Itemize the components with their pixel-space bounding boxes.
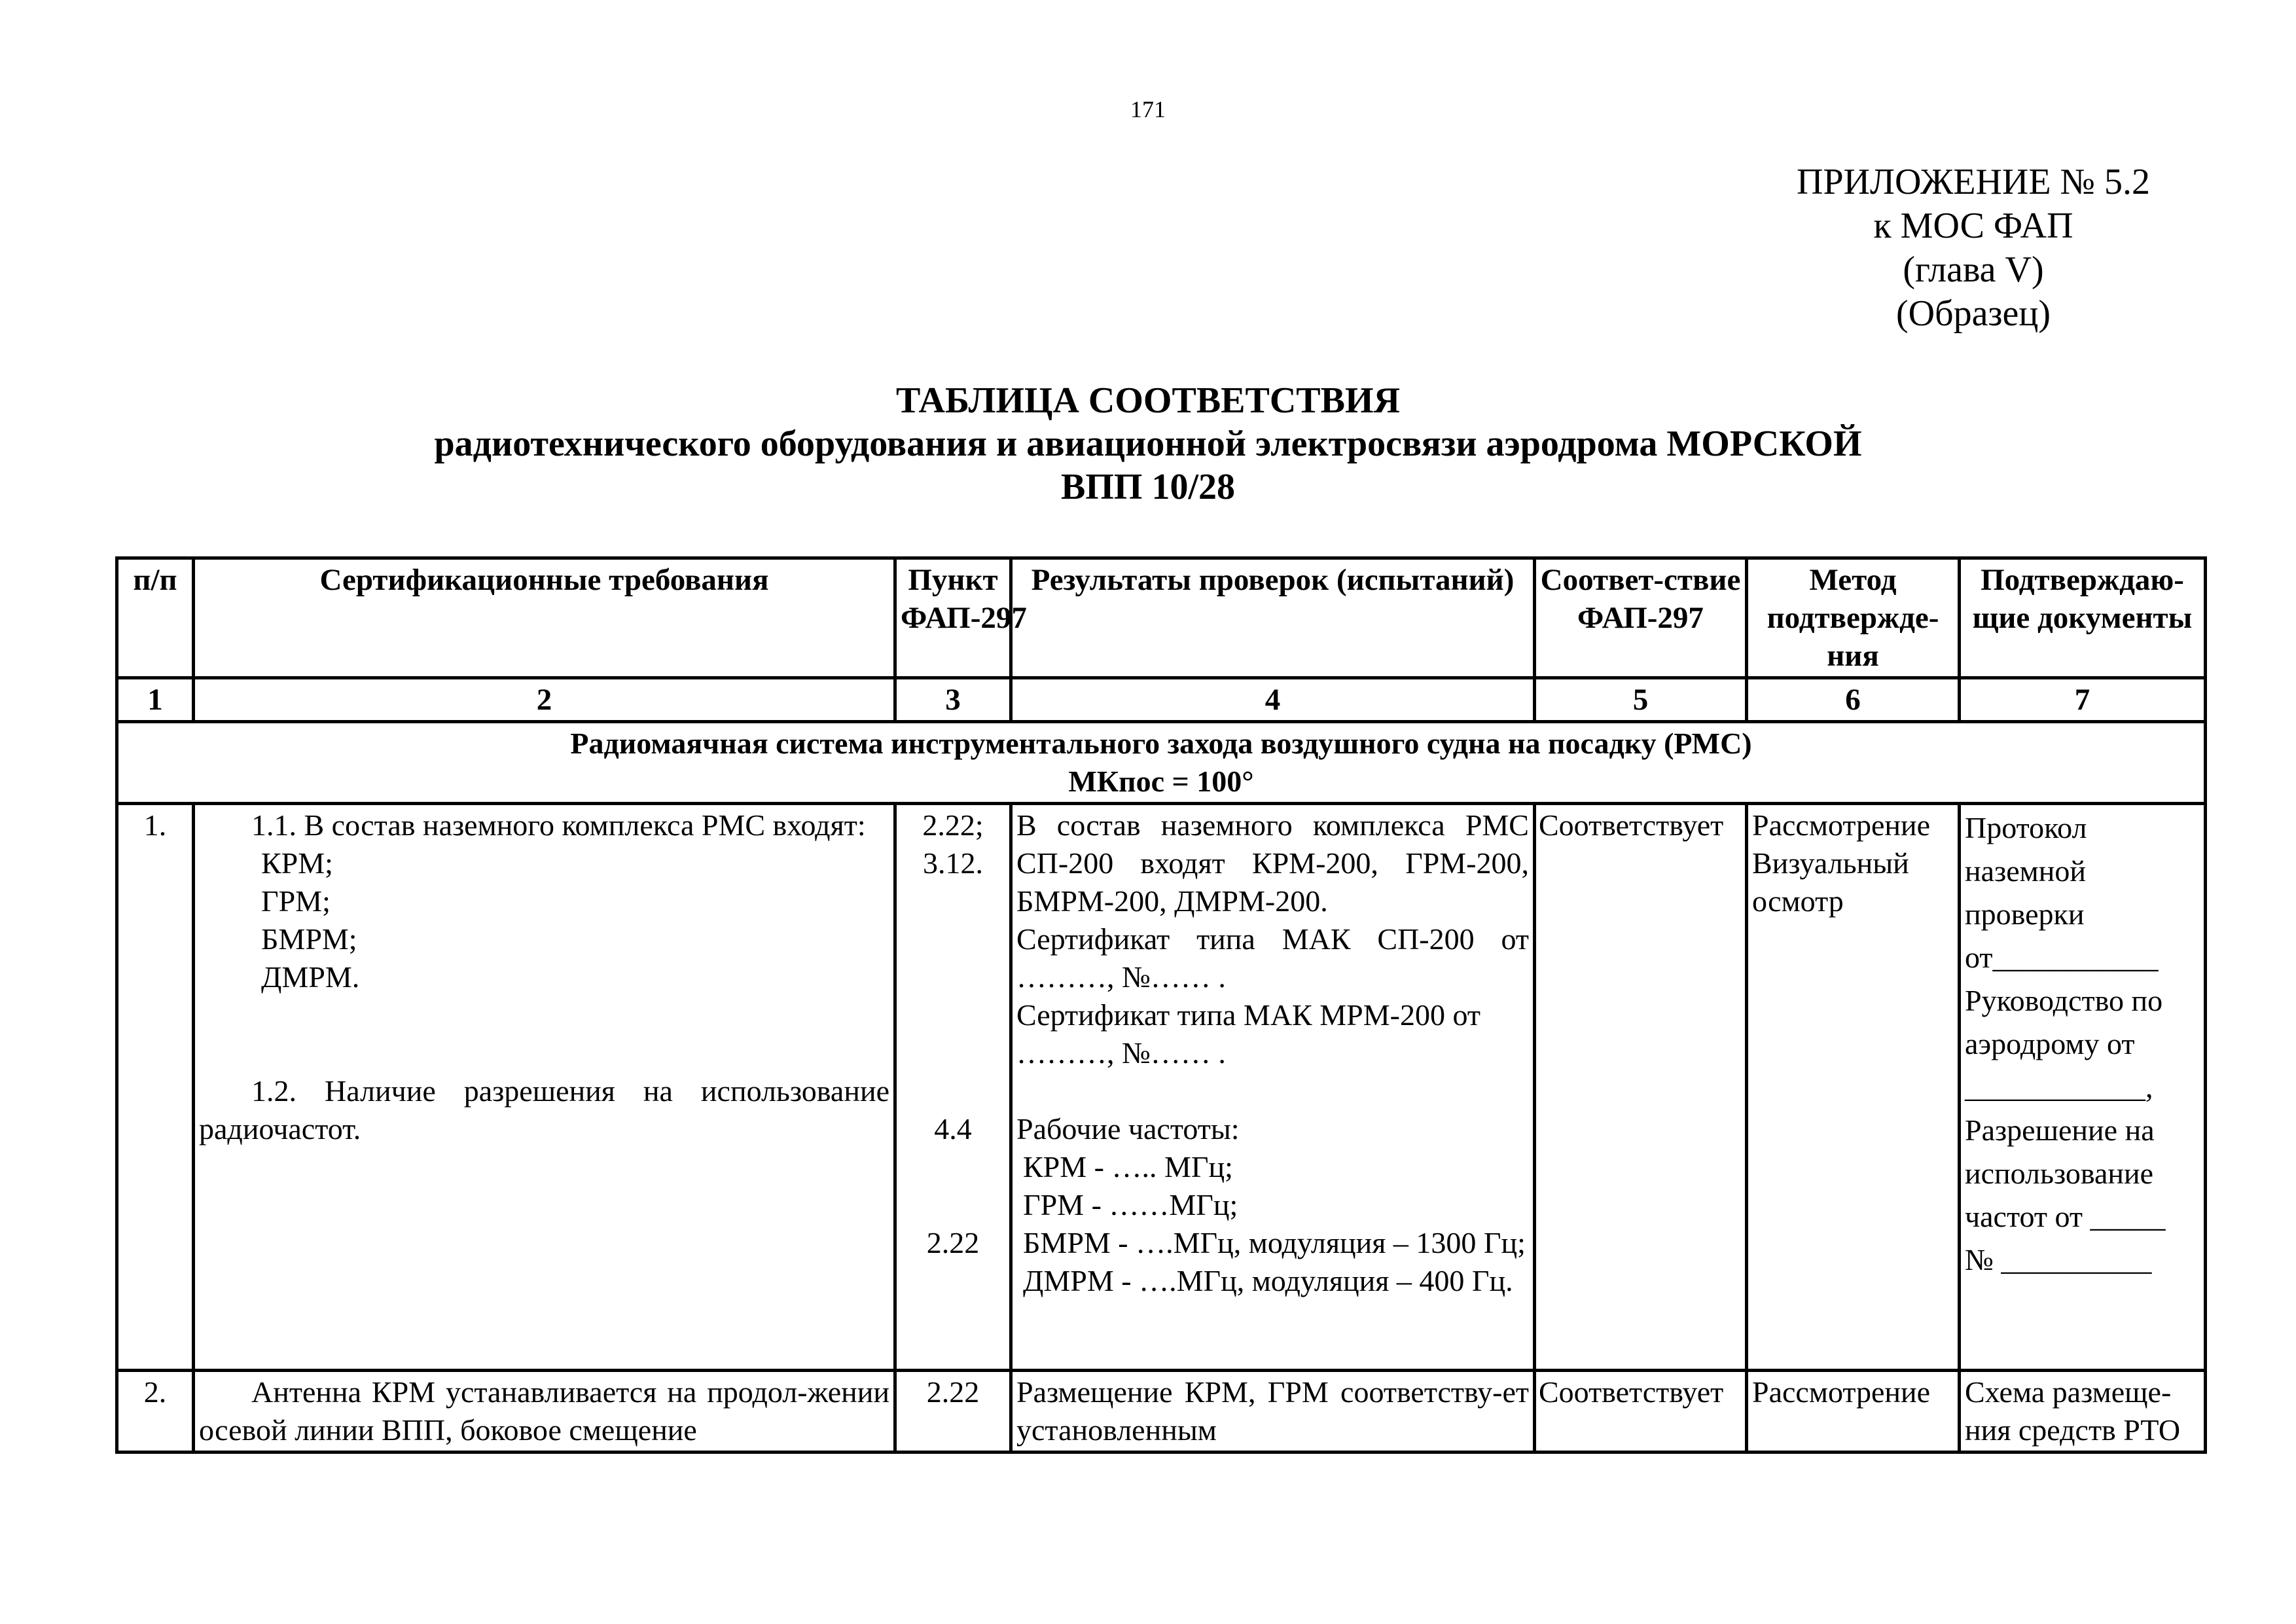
header-row <box>117 558 2206 678</box>
requirement-item: КРМ; <box>261 846 333 880</box>
point-ref: 3.12. <box>923 846 983 880</box>
appendix-line-2: к МОС ФАП <box>1873 206 2073 246</box>
column-number: 7 <box>1960 678 2206 722</box>
appendix-label <box>1597 160 2296 336</box>
result-frequency: КРМ - ….. МГц; <box>1023 1150 1233 1183</box>
header-compliance: Соответ-ствие ФАП-297 <box>1535 558 1747 678</box>
document-title: ТАБЛИЦА СООТВЕТСТВИЯ <box>895 380 1401 421</box>
point-cell: 2.22 <box>895 1371 1011 1453</box>
method: Рассмотрение <box>1752 808 1931 842</box>
result-certificate-sp200: Сертификат типа МАК СП-200 от ………, №…… . <box>1016 922 1529 994</box>
column-number: 4 <box>1011 678 1535 722</box>
result-frequency: ДМРМ - ….МГц, модуляция – 400 Гц. <box>1023 1264 1513 1297</box>
point-ref: 2.22; <box>922 808 984 842</box>
result-composition: В состав наземного комплекса РМС СП-200 входят КРМ-200, ГРМ-200, БМРМ-200, ДМРМ-200. <box>1016 808 1529 918</box>
requirement-item: ДМРМ. <box>261 960 360 994</box>
column-number: 6 <box>1747 678 1960 722</box>
appendix-line-4: (Образец) <box>1895 293 2051 334</box>
page-number: 171 <box>1130 96 1166 122</box>
header-documents: Подтверждаю-щие документы <box>1960 558 2206 678</box>
appendix-line-3: (глава V) <box>1903 249 2044 290</box>
method-cell: Рассмотрение <box>1747 1371 1960 1453</box>
method: Визуальный осмотр <box>1752 846 1909 918</box>
requirement-1-2: 1.2. Наличие разрешения на использование радиочастот. <box>199 1074 889 1146</box>
result-frequency: БМРМ - ….МГц, модуляция – 1300 Гц; <box>1023 1226 1526 1259</box>
compliance-cell: Соответствует <box>1535 804 1747 1371</box>
result-frequency: ГРМ - ……МГц; <box>1023 1188 1238 1221</box>
header-requirements: Сертификационные требования <box>194 558 895 678</box>
column-number: 3 <box>895 678 1011 722</box>
point-ref: 2.22 <box>926 1226 980 1259</box>
column-number: 5 <box>1535 678 1747 722</box>
header-point: Пункт ФАП-297 <box>895 558 1011 678</box>
column-number-row <box>117 678 2206 722</box>
compliance-table <box>115 556 2207 1454</box>
appendix-line-1: ПРИЛОЖЕНИЕ № 5.2 <box>1797 162 2150 202</box>
section-course: МКпос = 100° <box>1068 765 1254 798</box>
row-number: 2. <box>117 1371 194 1453</box>
header-num: п/п <box>117 558 194 678</box>
row-number: 1. <box>117 804 194 1371</box>
results-cell <box>1011 804 1535 1371</box>
documents-cell <box>1960 804 2206 1371</box>
point-cell <box>895 804 1011 1371</box>
column-number: 1 <box>117 678 194 722</box>
header-method: Метод подтвержде-ния <box>1747 558 1960 678</box>
document-manual: Руководство по аэродрому от ____________, <box>1965 984 2163 1104</box>
requirements-cell: Антенна КРМ устанавливается на продол-жении осевой линии ВПП, боковое смещение <box>194 1371 895 1453</box>
header-results: Результаты проверок (испытаний) <box>1011 558 1535 678</box>
result-frequencies-title: Рабочие частоты: <box>1016 1112 1240 1146</box>
requirements-cell <box>194 804 895 1371</box>
requirement-item: ГРМ; <box>261 884 331 918</box>
table-row <box>117 1371 2206 1453</box>
requirement-1-1: 1.1. В состав наземного комплекса РМС входят: <box>251 808 866 842</box>
section-row <box>117 722 2206 804</box>
column-number: 2 <box>194 678 895 722</box>
requirement-item: БМРМ; <box>261 922 357 956</box>
documents-cell: Схема размеще-ния средств РТО <box>1960 1371 2206 1453</box>
section-heading <box>117 722 2206 804</box>
document-protocol: Протокол наземной проверки от___________ <box>1965 811 2159 974</box>
document-subtitle: радиотехнического оборудования и авиационной электросвязи аэродрома МОРСКОЙ <box>434 424 1862 464</box>
results-cell: Размещение КРМ, ГРМ соответству-ет установленным <box>1011 1371 1535 1453</box>
method-cell <box>1747 804 1960 1371</box>
compliance-cell: Соответствует <box>1535 1371 1747 1453</box>
runway-label: ВПП 10/28 <box>1060 467 1236 507</box>
point-ref: 4.4 <box>934 1112 972 1146</box>
table-row <box>117 804 2206 1371</box>
section-title: Радиомаячная система инструментального захода воздушного судна на посадку (РМС) <box>570 727 1752 760</box>
document-frequency-permit: Разрешение на использование частот от _____ № __________ <box>1965 1113 2166 1276</box>
result-certificate-mrm200: Сертификат типа МАК МРМ-200 от ………, №…… . <box>1016 998 1480 1070</box>
